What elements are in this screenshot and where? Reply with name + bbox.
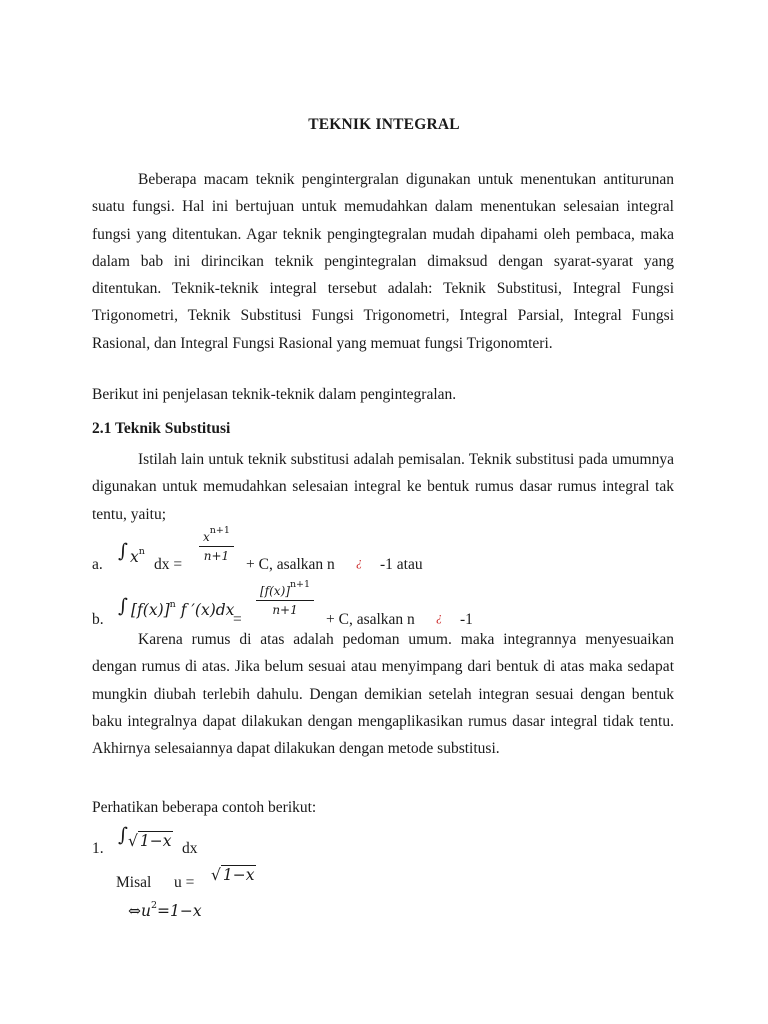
example-1-integral-sign: ∫ (118, 824, 128, 846)
intro-paragraph: Beberapa macam teknik pengintergralan digunakan untuk menentukan antiturunan suatu fungsi. Hal ini bertujuan untuk memudahkan dalam menentukan selesaian integral fungsi yang ditentukan. Agar teknik pengingtegralan mudah dipahami oleh pembaca, maka dalam bab ini dirincikan teknik pengintegralan dimaksud dengan syarat-syarat yang ditentukan. Teknik-teknik integral tersebut adalah: Teknik Substitusi, Integral Fungsi Trigonometri, Teknik Substitusi Fungsi Trigonometri, Integral Parsial, Integral Fungsi Rasional, dan Integral Fungsi Rasional yang memuat fungsi Trigonomteri. (92, 171, 674, 352)
substitusi-paragraph: Istilah lain untuk teknik substitusi adalah pemisalan. Teknik substitusi pada umumnya digunakan untuk memudahkan selesaian integral ke bentuk rumus dasar rumus integral tak tentu, yaitu; (92, 451, 674, 523)
formula-b-condition: -1 (460, 611, 473, 628)
formula-a-integrand: $x^n$ (130, 546, 145, 566)
formula-b-missing-glyph: ¿ (436, 609, 443, 624)
page-title: TEKNIK INTEGRAL (308, 116, 460, 133)
example-1-dx: dx (182, 840, 198, 857)
formula-a-fraction: $x^{n+1}$ n+1 (199, 530, 234, 563)
formula-a-missing-glyph: ¿ (356, 554, 363, 569)
misal-radical: √ 1−x (211, 866, 255, 884)
formula-a-integral-sign: ∫ (118, 540, 128, 562)
formula-a-condition: -1 atau (380, 556, 423, 573)
examples-intro: Perhatikan beberapa contoh berikut: (92, 799, 317, 816)
example-1-label: 1. (92, 840, 104, 857)
pedoman-paragraph: Karena rumus di atas adalah pedoman umum. maka integrannya menyesuaikan dengan rumus di atas. Jika belum sesuai atau menyimpang dari bentuk di atas maka sedapat mungkin diubah terlebih dahulu. Dengan demikian setelah integran sesuai dengan bentuk baku integralnya dapat dilakukan dengan mengaplikasikan rumus dasar integral tidak tentu. Akhirnya selesaiannya dapat dilakukan dengan metode substitusi. (92, 631, 674, 758)
u-equals: u = (174, 874, 195, 891)
section-heading: 2.1 Teknik Substitusi (92, 420, 231, 437)
formula-a-dx: dx = (154, 556, 183, 573)
formula-a-tail: + C, asalkan n (246, 556, 335, 573)
formula-b-integral-sign: ∫ (118, 595, 128, 617)
formula-b-equals: = (233, 611, 242, 628)
formula-b-label: b. (92, 611, 104, 628)
misal-label: Misal (116, 874, 152, 891)
formula-b-fraction: $[f(x)]^{n+1}$ n+1 (256, 584, 314, 617)
formula-a-label: a. (92, 556, 103, 573)
implies-line: $\Leftrightarrow u^2=1-x$ (128, 900, 202, 920)
example-1-radical: √ 1−x (128, 832, 172, 850)
berikut-line: Berikut ini penjelasan teknik-teknik dalam pengintegralan. (92, 386, 457, 403)
formula-b-tail: + C, asalkan n (326, 611, 415, 628)
formula-b-integrand: $[f(x)]^n$ f ′(x)dx (131, 599, 235, 619)
